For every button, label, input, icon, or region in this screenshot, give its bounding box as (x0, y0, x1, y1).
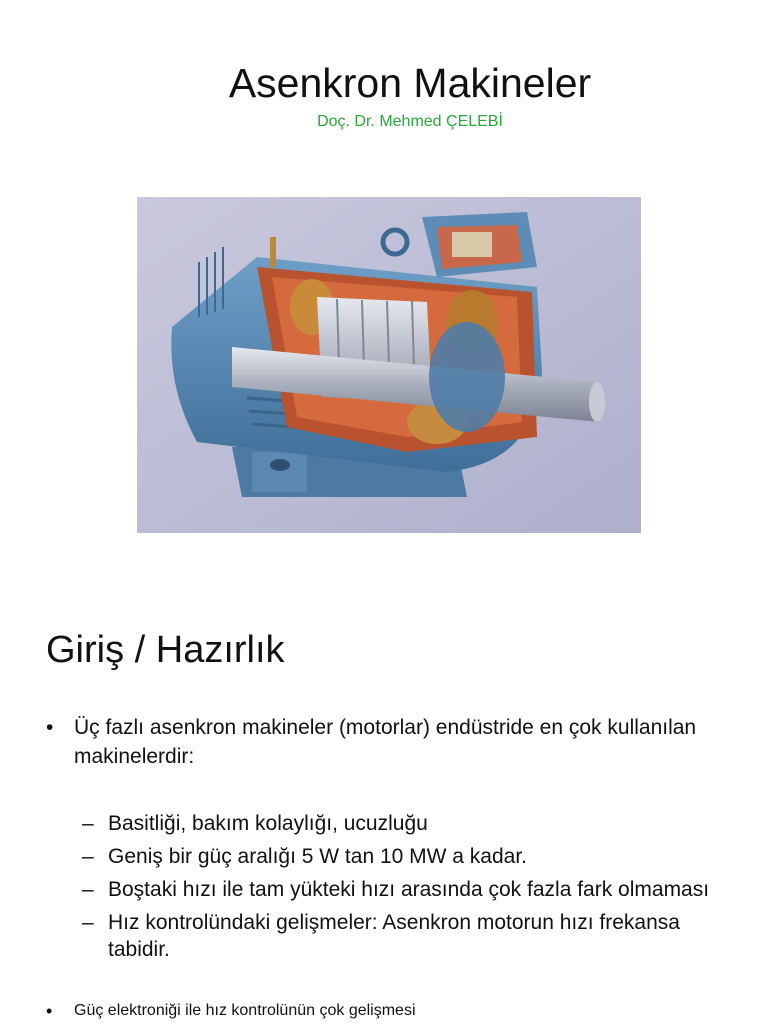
sub-item-text: Geniş bir güç aralığı 5 W tan 10 MW a kadar. (108, 845, 528, 868)
list-item (82, 876, 722, 903)
list-item (82, 843, 722, 870)
bullet-icon: • (46, 716, 54, 739)
slide-subtitle: Doç. Dr. Mehmed ÇELEBİ (317, 113, 503, 130)
sub-item-text: Basitliği, bakım kolaylığı, ucuzluğu (108, 812, 428, 835)
induction-motor-cutaway-image (137, 197, 641, 533)
bullet-text: Üç fazlı asenkron makineler (motorlar) endüstride en çok kullanılan makinelerdir: (74, 716, 697, 768)
list-item (82, 909, 722, 963)
sub-item-text: Hız kontrolündaki gelişmeler: Asenkron motorun hızı frekansa tabidir. (108, 911, 680, 961)
dash-icon: – (82, 845, 94, 868)
dash-icon: – (82, 812, 94, 835)
bullet-list-secondary (46, 1000, 726, 1022)
bullet-list (46, 713, 726, 771)
slide-title: Asenkron Makineler (228, 60, 592, 106)
section-heading: Giriş / Hazırlık (46, 629, 285, 671)
list-item (46, 713, 726, 771)
list-item (46, 1000, 726, 1022)
sub-list (82, 810, 722, 969)
sub-item-text: Boştaki hızı ile tam yükteki hızı arasında çok fazla fark olmaması (108, 878, 710, 901)
list-item (82, 810, 722, 837)
bullet-text: Güç elektroniği ile hız kontrolünün çok gelişmesi (74, 1002, 416, 1019)
bullet-icon: • (46, 1001, 53, 1021)
dash-icon: – (82, 878, 94, 901)
dash-icon: – (82, 911, 94, 934)
